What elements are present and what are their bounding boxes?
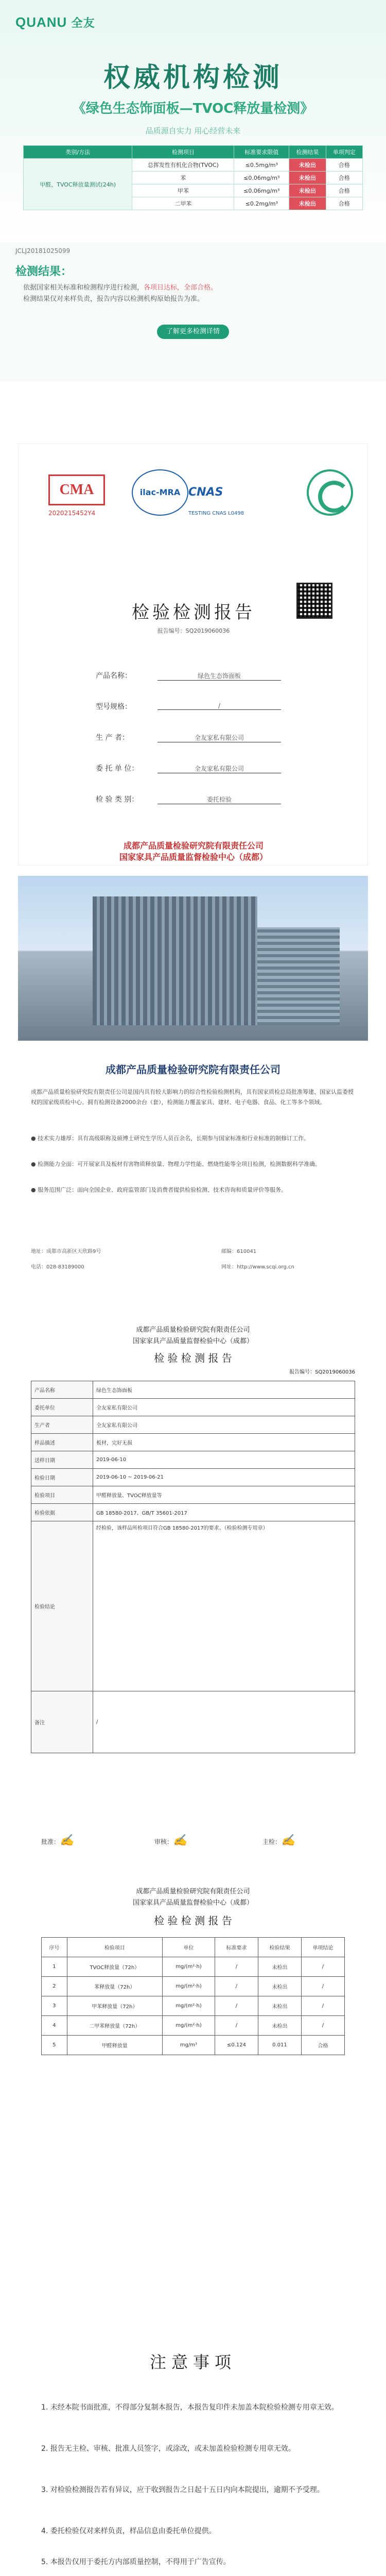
notice-item: 4. 委托检验仅对来样负责，样品信息由委托单位提供。 — [41, 2527, 216, 2535]
field-label: 委 托 单 位： — [96, 765, 139, 773]
summary-table — [23, 145, 363, 210]
table-cell: 甲苯 — [132, 184, 234, 197]
conclusion-text-a: 依据国家相关标准和检测程序进行检测， — [23, 284, 144, 292]
table-header: 单位 — [162, 1938, 215, 1957]
test-report-page — [31, 1319, 355, 1865]
table-cell: 甲醛释放量 — [67, 2036, 162, 2055]
table-cell: ≤0.2mg/m³ — [234, 197, 289, 210]
table-value: 甲醛释放量、TVOC释放量等 — [93, 1486, 355, 1504]
org-intro: 成都产品质量检验研究院有限责任公司是国内具有较大影响力的综合性检验检测机构，具有国家质检总局批准筹建、国家认监委授权的国家级质检中心。拥有检测设备2000余台（套），检测能力覆盖家具、建材、电子电器、食品、化工等多个领域。 — [31, 1089, 354, 1106]
table-key: 检验日期 — [31, 1469, 93, 1486]
table-cell: 总挥发性有机化合物(TVOC) — [132, 159, 234, 172]
table-cell: 未检出 — [289, 172, 326, 184]
table-cell: 2 — [42, 1977, 67, 1996]
field-value: / — [157, 702, 281, 710]
org-point: ● 检测能力全面：可开展家具及板材有害物质释放量、物理力学性能、燃烧性能等全项目检测，检测数据科学准确。 — [31, 1161, 321, 1167]
table-value: 绿色生态饰面板 — [93, 1381, 355, 1399]
conclusion-text-b: 检测结果仅对来样负责，报告内容以检测机构原始报告为准。 — [23, 295, 204, 303]
report-org: 成都产品质量检验研究院有限责任公司 — [136, 1888, 250, 1895]
org-address: 地址：成都市高新区天欣路9号 — [31, 1249, 101, 1255]
report-info-table — [31, 1381, 355, 1753]
table-cell: 0.011 — [258, 2036, 301, 2055]
table-key: 检验结论 — [31, 1521, 93, 1691]
table-key: 生产者 — [31, 1416, 93, 1434]
table-header: 标准要求限值 — [234, 146, 289, 159]
cma-logo: CMA — [48, 474, 105, 505]
building-side — [257, 927, 340, 1025]
table-cell: 3 — [42, 1996, 67, 2016]
table-header: 类别/方法 — [24, 146, 132, 159]
table-key: 检验项目 — [31, 1486, 93, 1504]
table-cell: 未检出 — [289, 159, 326, 172]
table-cell: ≤0.124 — [215, 2036, 258, 2055]
table-cell: 5 — [42, 2036, 67, 2055]
org-point: ● 技术实力雄厚：具有高级职称及硕博士研究生学历人员百余名，长期参与国家标准和行业标准的制修订工作。 — [31, 1135, 310, 1142]
reviewer-signature — [154, 1834, 187, 1847]
table-cell: mg/m³ — [162, 2036, 215, 2055]
signature-icon: ✍ — [281, 1834, 295, 1847]
cover-title: 检验检测报告 — [132, 602, 255, 623]
approve-label: 批准： — [41, 1838, 60, 1845]
table-header: 检验项目 — [67, 1938, 162, 1957]
table-cell: 未检出 — [289, 184, 326, 197]
field-label: 检 验 类 别： — [96, 795, 139, 804]
table-cell: 合格 — [326, 172, 362, 184]
table-value: 2019-06-10 — [93, 1451, 355, 1469]
notice-item: 3. 对检验检测报告若有异议，应于收到报告之日起十五日内向本院提出，逾期不予受理。 — [41, 2486, 324, 2494]
table-cell: mg/(m²·h) — [162, 1957, 215, 1977]
page-title: 权威机构检测 — [103, 62, 283, 93]
table-header: 检验结果 — [258, 1938, 301, 1957]
table-row — [31, 1486, 355, 1504]
table-cell: 未检出 — [258, 1996, 301, 2016]
table-value: 全友家私有限公司 — [93, 1416, 355, 1434]
table-key: 备注 — [31, 1691, 93, 1753]
table-group-cell: 甲醛、TVOC释放量测试(24h) — [24, 159, 132, 210]
table-cell: 甲苯释放量（72h） — [67, 1996, 162, 2016]
cnas-code: TESTING CNAS L0498 — [188, 511, 244, 516]
table-cell: 二甲苯释放量（72h） — [67, 2016, 162, 2036]
tester-signature — [262, 1834, 295, 1847]
table-cell: mg/(m²·h) — [162, 1977, 215, 1996]
notice-page — [31, 2318, 355, 2576]
report-title: 检 验 检 测 报 告 — [154, 1914, 232, 1927]
table-header: 单项判定 — [326, 146, 362, 159]
table-cell: 合格 — [301, 2036, 344, 2055]
table-cell: 未检出 — [289, 197, 326, 210]
table-cell: / — [301, 1996, 344, 2016]
report-cover — [18, 443, 368, 866]
table-value: / — [93, 1691, 355, 1753]
result-page — [31, 1875, 355, 2298]
table-header: 序号 — [42, 1938, 67, 1957]
conclusion-text — [23, 282, 363, 305]
table-header: 检测项目 — [132, 146, 234, 159]
signature-icon: ✍ — [60, 1834, 74, 1847]
brand-cn: 全友 — [71, 16, 95, 29]
review-label: 审核： — [154, 1838, 173, 1845]
report-center: 国家家具产品质量监督检验中心（成都） — [132, 1899, 253, 1907]
table-cell: ≤0.5mg/m³ — [234, 159, 289, 172]
table-cell: 4 — [42, 2016, 67, 2036]
table-row — [24, 159, 363, 172]
table-row — [31, 1504, 355, 1521]
institute-logo-icon — [307, 469, 353, 516]
table-row — [31, 1469, 355, 1486]
table-cell: 未检出 — [258, 1977, 301, 1996]
cma-code: 2020215452Y4 — [48, 510, 96, 517]
table-cell: 二甲苯 — [132, 197, 234, 210]
table-cell: / — [301, 2016, 344, 2036]
table-header-row — [42, 1938, 345, 1957]
table-row — [42, 1996, 345, 2016]
table-header: 检测结果 — [289, 146, 326, 159]
field-value: 全友家私有限公司 — [157, 733, 281, 742]
report-center: 国家家具产品质量监督检验中心（成都） — [132, 1337, 253, 1345]
table-value: 全友家私有限公司 — [93, 1399, 355, 1416]
table-cell: TVOC释放量（72h） — [67, 1957, 162, 1977]
report-no: 报告编号：SQ2019060036 — [289, 1369, 355, 1375]
conclusion-highlight: 各项目达标，全部合格。 — [144, 284, 218, 292]
table-cell: / — [301, 1977, 344, 1996]
table-cell: 苯 — [132, 172, 234, 184]
table-key: 委托单位 — [31, 1399, 93, 1416]
table-row — [31, 1399, 355, 1416]
table-cell: 未检出 — [258, 2016, 301, 2036]
table-cell: 1 — [42, 1957, 67, 1977]
table-value: 2019-06-10 ~ 2019-06-21 — [93, 1469, 355, 1486]
field-value: 绿色生态饰面板 — [157, 671, 281, 681]
table-cell: mg/(m²·h) — [162, 2016, 215, 2036]
cnas-logo: CNAS — [188, 486, 223, 499]
notice-title: 注意事项 — [149, 2352, 236, 2372]
report-title: 检 验 检 测 报 告 — [154, 1352, 232, 1364]
table-cell: / — [215, 2016, 258, 2036]
table-cell: / — [215, 1977, 258, 1996]
table-row — [42, 1977, 345, 1996]
table-cell: mg/(m²·h) — [162, 1996, 215, 2016]
table-key: 产品名称 — [31, 1381, 93, 1399]
ilac-logo: ilac-MRA — [132, 469, 188, 516]
table-row — [42, 2036, 345, 2055]
field-value: 全友家私有限公司 — [157, 764, 281, 773]
table-cell: / — [301, 1957, 344, 1977]
table-row — [31, 1451, 355, 1469]
main-label: 主检： — [262, 1838, 282, 1845]
building-main — [93, 896, 257, 1025]
field-label: 产品名称： — [96, 672, 132, 680]
field-label: 生 产 者： — [96, 734, 129, 742]
org-web[interactable]: 网址：http://www.scqi.org.cn — [221, 1264, 294, 1270]
table-row — [31, 1521, 355, 1691]
org-name: 成都产品质量检验研究院有限责任公司 — [106, 1063, 280, 1076]
table-value: 板材，完好无损 — [93, 1434, 355, 1451]
conclusion-title: 检测结果： — [15, 265, 73, 278]
table-header: 标准要求 — [215, 1938, 258, 1957]
table-header: 单项结论 — [301, 1938, 344, 1957]
approver-signature — [41, 1834, 74, 1847]
issuer-block — [19, 840, 369, 863]
page-subtitle: 《绿色生态饰面板—TVOC释放量检测》 — [72, 101, 314, 116]
result-table — [41, 1937, 345, 2055]
table-cell: / — [215, 1957, 258, 1977]
conclusion-section — [0, 242, 386, 381]
table-cell: 合格 — [326, 159, 362, 172]
table-value: GB 18580-2017、GB/T 35601-2017 — [93, 1504, 355, 1521]
notice-item: 1. 未经本院书面批准，不得部分复制本报告，本报告复印件未加盖本院检验检测专用章无效。 — [41, 2403, 339, 2412]
org-tel: 电话：028-83189000 — [31, 1264, 84, 1270]
table-cell: 苯释放量（72h） — [67, 1977, 162, 1996]
brand-logo[interactable] — [15, 14, 95, 30]
more-details-button[interactable]: 了解更多检测详情 — [157, 325, 229, 339]
table-row — [42, 1957, 345, 1977]
table-row — [31, 1434, 355, 1451]
table-key: 送样日期 — [31, 1451, 93, 1469]
table-cell: 合格 — [326, 184, 362, 197]
table-value: 经检验，该样品所检项目符合GB 18580-2017的要求。（检验检测专用章） — [93, 1521, 355, 1691]
signature-icon: ✍ — [173, 1834, 187, 1847]
field-value: 委托检验 — [157, 795, 281, 804]
tagline: 品质源自实力 用心经营未来 — [145, 126, 241, 135]
cover-report-no: 报告编号：SQ2019060036 — [157, 628, 230, 634]
table-row — [31, 1416, 355, 1434]
brand-en: QUANU — [15, 14, 67, 30]
table-row — [31, 1381, 355, 1399]
issuer-name: 成都产品质量检验研究院有限责任公司 — [123, 841, 264, 851]
hero-section — [0, 0, 386, 242]
table-row — [31, 1691, 355, 1753]
table-key: 样品描述 — [31, 1434, 93, 1451]
field-label: 型号规格： — [96, 703, 132, 711]
issuer-center: 国家家具产品质量监督检验中心（成都） — [119, 852, 268, 862]
org-postcode: 邮编：610041 — [221, 1249, 257, 1255]
table-cell: 合格 — [326, 197, 362, 210]
notice-item: 5. 本报告仅用于委托方内部质量控制，不得用于广告宣传。 — [41, 2558, 231, 2566]
table-cell: ≤0.06mg/m³ — [234, 184, 289, 197]
org-point: ● 服务范围广泛：面向全国企业、政府监管部门及消费者提供检验检测、技术咨询和质量评价等服务。 — [31, 1187, 287, 1193]
table-key: 检验依据 — [31, 1504, 93, 1521]
table-cell: / — [215, 1996, 258, 2016]
notice-item: 2. 报告无主检、审核、批准人员签字，或涂改，或未加盖检验检测专用章无效。 — [41, 2445, 295, 2453]
table-cell: 未检出 — [258, 1957, 301, 1977]
table-header-row — [24, 146, 363, 159]
table-row — [42, 2016, 345, 2036]
report-id: JCLJ20181025099 — [15, 247, 71, 255]
report-org: 成都产品质量检验研究院有限责任公司 — [136, 1326, 250, 1334]
table-cell: ≤0.06mg/m³ — [234, 172, 289, 184]
